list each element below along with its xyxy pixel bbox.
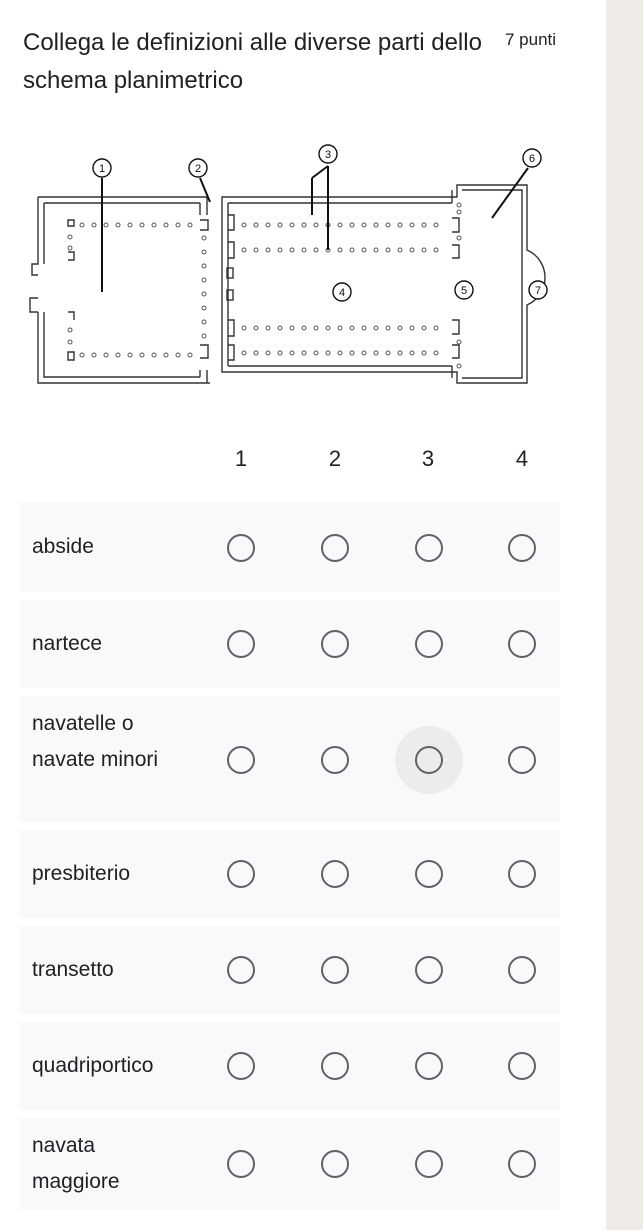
radio-presbiterio-4[interactable]: [508, 860, 536, 888]
marker-1: [93, 159, 111, 177]
radio-quadriportico-2[interactable]: [321, 1052, 349, 1080]
row-label: abside: [32, 535, 94, 558]
radio-nartece-4[interactable]: [508, 630, 536, 658]
svg-text:2: 2: [194, 163, 202, 175]
grid-row-navatelle: [20, 696, 560, 822]
column-header-3: 3: [421, 446, 435, 471]
radio-abside-3[interactable]: [415, 534, 443, 562]
radio-navata-maggiore-3[interactable]: [415, 1150, 443, 1178]
radio-navata-maggiore-4[interactable]: [508, 1150, 536, 1178]
grid-row-nartece: [20, 600, 560, 688]
radio-nartece-2[interactable]: [321, 630, 349, 658]
radio-navata-maggiore-2[interactable]: [321, 1150, 349, 1178]
svg-text:7: 7: [534, 285, 542, 297]
svg-text:3: 3: [324, 149, 332, 161]
column-header-4: 4: [515, 446, 529, 471]
column-header-2: 2: [328, 446, 342, 471]
radio-abside-1[interactable]: [227, 534, 255, 562]
points-label: 7 punti: [505, 30, 557, 49]
grid-row-abside: [20, 502, 560, 592]
radio-transetto-1[interactable]: [227, 956, 255, 984]
row-label: nartece: [32, 632, 103, 655]
floor-plan-diagram: [22, 140, 582, 390]
radio-transetto-4[interactable]: [508, 956, 536, 984]
radio-abside-4[interactable]: [508, 534, 536, 562]
radio-presbiterio-3[interactable]: [415, 860, 443, 888]
marker-5: [455, 281, 473, 299]
radio-navatelle-3[interactable]: [415, 746, 443, 774]
radio-quadriportico-3[interactable]: [415, 1052, 443, 1080]
radio-nartece-3[interactable]: [415, 630, 443, 658]
radio-presbiterio-2[interactable]: [321, 860, 349, 888]
row-label: presbiterio: [32, 862, 131, 885]
svg-text:4: 4: [338, 287, 346, 299]
grid-row-navata-maggiore: [20, 1118, 560, 1210]
svg-text:5: 5: [460, 285, 468, 297]
radio-navatelle-2[interactable]: [321, 746, 349, 774]
column-header-1: 1: [234, 446, 248, 471]
row-label: transetto: [32, 958, 114, 981]
question-title: Collega le definizioni alle diverse parti dello schema planimetrico: [23, 29, 482, 94]
marker-6: [523, 149, 541, 167]
radio-transetto-2[interactable]: [321, 956, 349, 984]
radio-transetto-3[interactable]: [415, 956, 443, 984]
marker-3: [319, 145, 337, 163]
row-label: quadriportico: [32, 1054, 154, 1077]
row-label: navata maggiore: [32, 1134, 120, 1193]
grid-row-presbiterio: [20, 830, 560, 918]
marker-4: [333, 283, 351, 301]
radio-navata-maggiore-1[interactable]: [227, 1150, 255, 1178]
marker-7: [529, 281, 547, 299]
grid-row-quadriportico: [20, 1022, 560, 1110]
radio-navatelle-1[interactable]: [227, 746, 255, 774]
marker-2: [189, 159, 207, 177]
row-label: navatelle o navate minori: [32, 712, 159, 771]
radio-abside-2[interactable]: [321, 534, 349, 562]
radio-nartece-1[interactable]: [227, 630, 255, 658]
radio-navatelle-4[interactable]: [508, 746, 536, 774]
scrollbar-track[interactable]: [606, 0, 643, 1230]
radio-presbiterio-1[interactable]: [227, 860, 255, 888]
svg-text:1: 1: [98, 163, 106, 175]
svg-text:6: 6: [528, 153, 536, 165]
radio-quadriportico-4[interactable]: [508, 1052, 536, 1080]
radio-quadriportico-1[interactable]: [227, 1052, 255, 1080]
grid-row-transetto: [20, 926, 560, 1014]
